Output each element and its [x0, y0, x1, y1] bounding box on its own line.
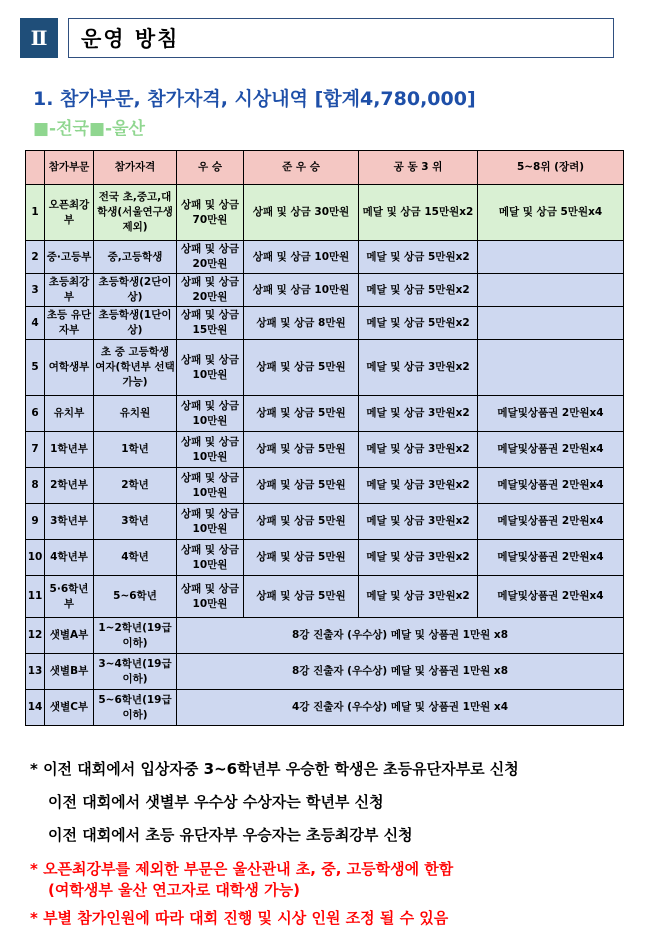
- cell-fifth: 메달및상품권 2만원x4: [478, 468, 624, 504]
- cell-no: 9: [26, 504, 45, 540]
- table-header-row: [26, 151, 624, 185]
- cell-qual: 초등학생(2단이상): [94, 274, 177, 307]
- cell-division: 3학년부: [45, 504, 94, 540]
- cell-qual: 1~2학년(19급이하): [94, 618, 177, 654]
- cell-fifth: 메달및상품권 2만원x4: [478, 576, 624, 618]
- cell-win: 상패 및 상금 10만원: [177, 504, 244, 540]
- subsection-title: 1. 참가부문, 참가자격, 시상내역 [합계4,780,000]: [33, 88, 476, 110]
- cell-runner: 상패 및 상금 5만원: [244, 540, 359, 576]
- cell-runner: 상패 및 상금 5만원: [244, 468, 359, 504]
- cell-qual: 2학년: [94, 468, 177, 504]
- cell-win: 상패 및 상금 15만원: [177, 307, 244, 340]
- cell-fifth: 메달및상품권 2만원x4: [478, 396, 624, 432]
- cell-win: 상패 및 상금 10만원: [177, 468, 244, 504]
- cell-division: 초등최강부: [45, 274, 94, 307]
- header-cell: 참가자격: [94, 151, 177, 185]
- cell-qual: 3학년: [94, 504, 177, 540]
- cell-no: 1: [26, 185, 45, 241]
- cell-no: 8: [26, 468, 45, 504]
- section-header: [20, 18, 614, 58]
- cell-third: 메달 및 상금 3만원x2: [359, 396, 478, 432]
- table-row: [26, 576, 624, 618]
- cell-win: 상패 및 상금 10만원: [177, 396, 244, 432]
- cell-win: 상패 및 상금 10만원: [177, 540, 244, 576]
- cell-runner: 상패 및 상금 8만원: [244, 307, 359, 340]
- table-row: [26, 468, 624, 504]
- cell-qual: 초 중 고등학생 여자(학년부 선택가능): [94, 340, 177, 396]
- cell-third: 메달 및 상금 3만원x2: [359, 432, 478, 468]
- table-row: [26, 540, 624, 576]
- cell-no: 12: [26, 618, 45, 654]
- cell-third: 메달 및 상금 5만원x2: [359, 307, 478, 340]
- cell-no: 6: [26, 396, 45, 432]
- note-line: * 이전 대회에서 입상자중 3~6학년부 우승한 학생은 초등유단자부로 신청: [30, 760, 519, 778]
- cell-division: 2학년부: [45, 468, 94, 504]
- note-line: * 부별 참가인원에 따라 대회 진행 및 시상 인원 조정 될 수 있음: [30, 909, 449, 927]
- cell-qual: 중,고등학생: [94, 241, 177, 274]
- cell-no: 7: [26, 432, 45, 468]
- cell-division: 5·6학년부: [45, 576, 94, 618]
- cell-third: 메달 및 상금 3만원x2: [359, 468, 478, 504]
- cell-qual: 4학년: [94, 540, 177, 576]
- region-legend: ■-전국■-울산: [33, 119, 145, 139]
- cell-division: 1학년부: [45, 432, 94, 468]
- cell-qual: 1학년: [94, 432, 177, 468]
- cell-qual: 5~6학년: [94, 576, 177, 618]
- cell-division: 유치부: [45, 396, 94, 432]
- cell-win: 상패 및 상금 10만원: [177, 340, 244, 396]
- note-line: 이전 대회에서 초등 유단자부 우승자는 초등최강부 신청: [48, 826, 413, 844]
- cell-third: 메달 및 상금 15만원x2: [359, 185, 478, 241]
- table-row: [26, 307, 624, 340]
- cell-qual: 5~6학년(19급 이하): [94, 690, 177, 726]
- table-row: [26, 690, 624, 726]
- cell-win: 상패 및 상금 70만원: [177, 185, 244, 241]
- cell-third: 메달 및 상금 5만원x2: [359, 241, 478, 274]
- cell-qual: 전국 초,중고,대학생(서울연구생 제외): [94, 185, 177, 241]
- cell-division: 샛별B부: [45, 654, 94, 690]
- cell-runner: 상패 및 상금 5만원: [244, 340, 359, 396]
- header-cell: [26, 151, 45, 185]
- table-row: [26, 396, 624, 432]
- cell-qual: 초등학생(1단이상): [94, 307, 177, 340]
- header-cell: 5~8위 (장려): [478, 151, 624, 185]
- awards-table: [25, 150, 624, 726]
- cell-qual: 3~4학년(19급이하): [94, 654, 177, 690]
- cell-runner: 상패 및 상금 5만원: [244, 504, 359, 540]
- cell-no: 14: [26, 690, 45, 726]
- header-cell: 공 동 3 위: [359, 151, 478, 185]
- cell-division: 초등 유단자부: [45, 307, 94, 340]
- cell-division: 오픈최강부: [45, 185, 94, 241]
- table-row: [26, 340, 624, 396]
- section-title: 운영 방침: [81, 27, 180, 51]
- section-title-box: [68, 18, 614, 58]
- cell-no: 4: [26, 307, 45, 340]
- cell-runner: 상패 및 상금 30만원: [244, 185, 359, 241]
- cell-fifth: [478, 340, 624, 396]
- cell-fifth: 메달및상품권 2만원x4: [478, 540, 624, 576]
- note-line: (여학생부 울산 연고자로 대학생 가능): [48, 881, 300, 899]
- cell-fifth: 메달 및 상금 5만원x4: [478, 185, 624, 241]
- cell-fifth: [478, 241, 624, 274]
- header-cell: 참가부문: [45, 151, 94, 185]
- cell-win: 상패 및 상금 10만원: [177, 576, 244, 618]
- table-row: [26, 504, 624, 540]
- cell-division: 샛별A부: [45, 618, 94, 654]
- table-row: [26, 241, 624, 274]
- cell-no: 2: [26, 241, 45, 274]
- cell-division: 4학년부: [45, 540, 94, 576]
- cell-win: 상패 및 상금 20만원: [177, 241, 244, 274]
- cell-fifth: 메달및상품권 2만원x4: [478, 432, 624, 468]
- cell-no: 11: [26, 576, 45, 618]
- cell-division: 중·고등부: [45, 241, 94, 274]
- cell-third: 메달 및 상금 3만원x2: [359, 540, 478, 576]
- cell-third: 메달 및 상금 3만원x2: [359, 504, 478, 540]
- table-row: [26, 432, 624, 468]
- note-line: 이전 대회에서 샛별부 우수상 수상자는 학년부 신청: [48, 793, 384, 811]
- cell-no: 5: [26, 340, 45, 396]
- header-cell: 우 승: [177, 151, 244, 185]
- cell-runner: 상패 및 상금 10만원: [244, 241, 359, 274]
- cell-runner: 상패 및 상금 5만원: [244, 396, 359, 432]
- cell-merged: 4강 진출자 (우수상) 메달 및 상품권 1만원 x4: [177, 690, 624, 726]
- cell-no: 3: [26, 274, 45, 307]
- cell-division: 샛별C부: [45, 690, 94, 726]
- cell-merged: 8강 진출자 (우수상) 메달 및 상품권 1만원 x8: [177, 618, 624, 654]
- cell-merged: 8강 진출자 (우수상) 메달 및 상품권 1만원 x8: [177, 654, 624, 690]
- cell-division: 여학생부: [45, 340, 94, 396]
- cell-fifth: 메달및상품권 2만원x4: [478, 504, 624, 540]
- table-row: [26, 654, 624, 690]
- cell-third: 메달 및 상금 5만원x2: [359, 274, 478, 307]
- cell-fifth: [478, 274, 624, 307]
- table-row: [26, 185, 624, 241]
- cell-fifth: [478, 307, 624, 340]
- cell-runner: 상패 및 상금 10만원: [244, 274, 359, 307]
- cell-no: 10: [26, 540, 45, 576]
- note-line: * 오픈최강부를 제외한 부문은 울산관내 초, 중, 고등학생에 한함: [30, 860, 454, 878]
- section-number: Ⅱ: [20, 18, 58, 58]
- cell-win: 상패 및 상금 10만원: [177, 432, 244, 468]
- cell-qual: 유치원: [94, 396, 177, 432]
- cell-runner: 상패 및 상금 5만원: [244, 432, 359, 468]
- cell-third: 메달 및 상금 3만원x2: [359, 576, 478, 618]
- cell-third: 메달 및 상금 3만원x2: [359, 340, 478, 396]
- table-row: [26, 274, 624, 307]
- cell-runner: 상패 및 상금 5만원: [244, 576, 359, 618]
- table-row: [26, 618, 624, 654]
- cell-win: 상패 및 상금 20만원: [177, 274, 244, 307]
- cell-no: 13: [26, 654, 45, 690]
- header-cell: 준 우 승: [244, 151, 359, 185]
